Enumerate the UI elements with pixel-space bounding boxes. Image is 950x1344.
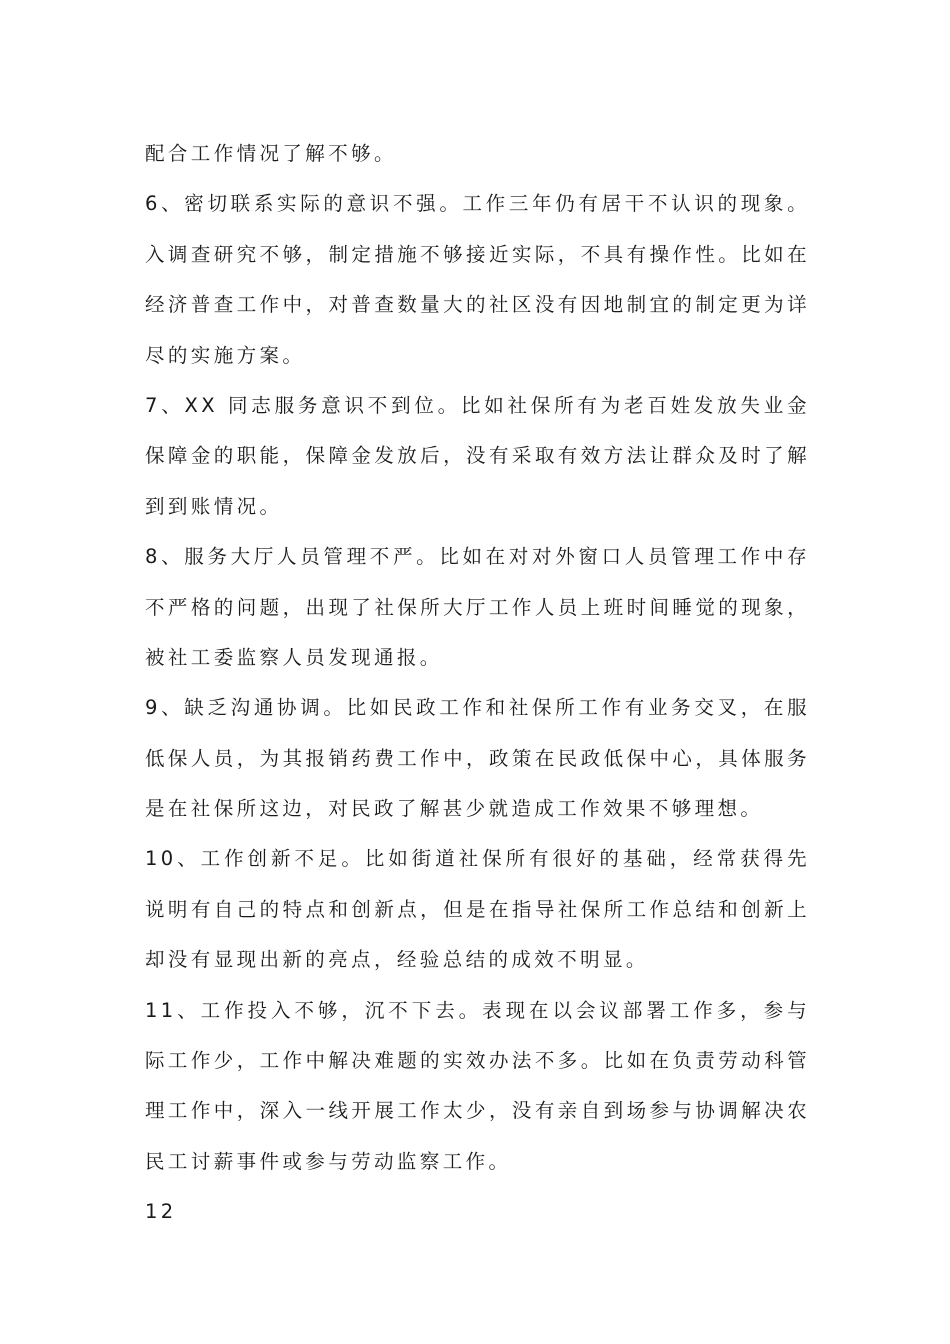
text-line: 际工作少，工作中解决难题的实效办法不多。比如在负责劳动科管 bbox=[145, 1049, 810, 1073]
text-line: 6、密切联系实际的意识不强。工作三年仍有居干不认识的现象。 bbox=[145, 192, 810, 216]
text-line: 民工讨薪事件或参与劳动监察工作。 bbox=[145, 1149, 512, 1173]
text-line: 是在社保所这边，对民政了解甚少就造成工作效果不够理想。 bbox=[145, 797, 764, 821]
text-line: 到到账情况。 bbox=[145, 494, 283, 518]
document-body bbox=[145, 129, 810, 1238]
text-line: 被社工委监察人员发现通报。 bbox=[145, 645, 443, 669]
text-line: 10、工作创新不足。比如街道社保所有很好的基础，经常获得先 bbox=[145, 847, 810, 871]
text-line: 9、缺乏沟通协调。比如民政工作和社保所工作有业务交叉，在服 bbox=[145, 696, 810, 720]
text-line: 12 bbox=[145, 1200, 177, 1224]
text-line: 8、服务大厅人员管理不严。比如在对对外窗口人员管理工作中存 bbox=[145, 545, 810, 569]
text-line: 说明有自己的特点和创新点，但是在指导社保所工作总结和创新上 bbox=[145, 897, 810, 921]
text-line: 入调查研究不够，制定措施不够接近实际，不具有操作性。比如在 bbox=[145, 242, 810, 266]
text-line: 低保人员，为其报销药费工作中，政策在民政低保中心，具体服务 bbox=[145, 746, 810, 770]
text-line: 11、工作投入不够，沉不下去。表现在以会议部署工作多，参与 bbox=[145, 998, 810, 1022]
text-line: 理工作中，深入一线开展工作太少，没有亲自到场参与协调解决农 bbox=[145, 1099, 810, 1123]
text-line: 尽的实施方案。 bbox=[145, 343, 306, 367]
text-line: 7、XX 同志服务意识不到位。比如社保所有为老百姓发放失业金 bbox=[145, 393, 810, 417]
text-line: 配合工作情况了解不够。 bbox=[145, 142, 397, 165]
text-line: 经济普查工作中，对普查数量大的社区没有因地制宜的制定更为详 bbox=[145, 293, 810, 317]
text-line: 却没有显现出新的亮点，经验总结的成效不明显。 bbox=[145, 948, 649, 972]
text-line: 不严格的问题，出现了社保所大厅工作人员上班时间睡觉的现象， bbox=[145, 595, 810, 619]
text-line: 保障金的职能，保障金发放后，没有采取有效方法让群众及时了解 bbox=[145, 444, 810, 468]
